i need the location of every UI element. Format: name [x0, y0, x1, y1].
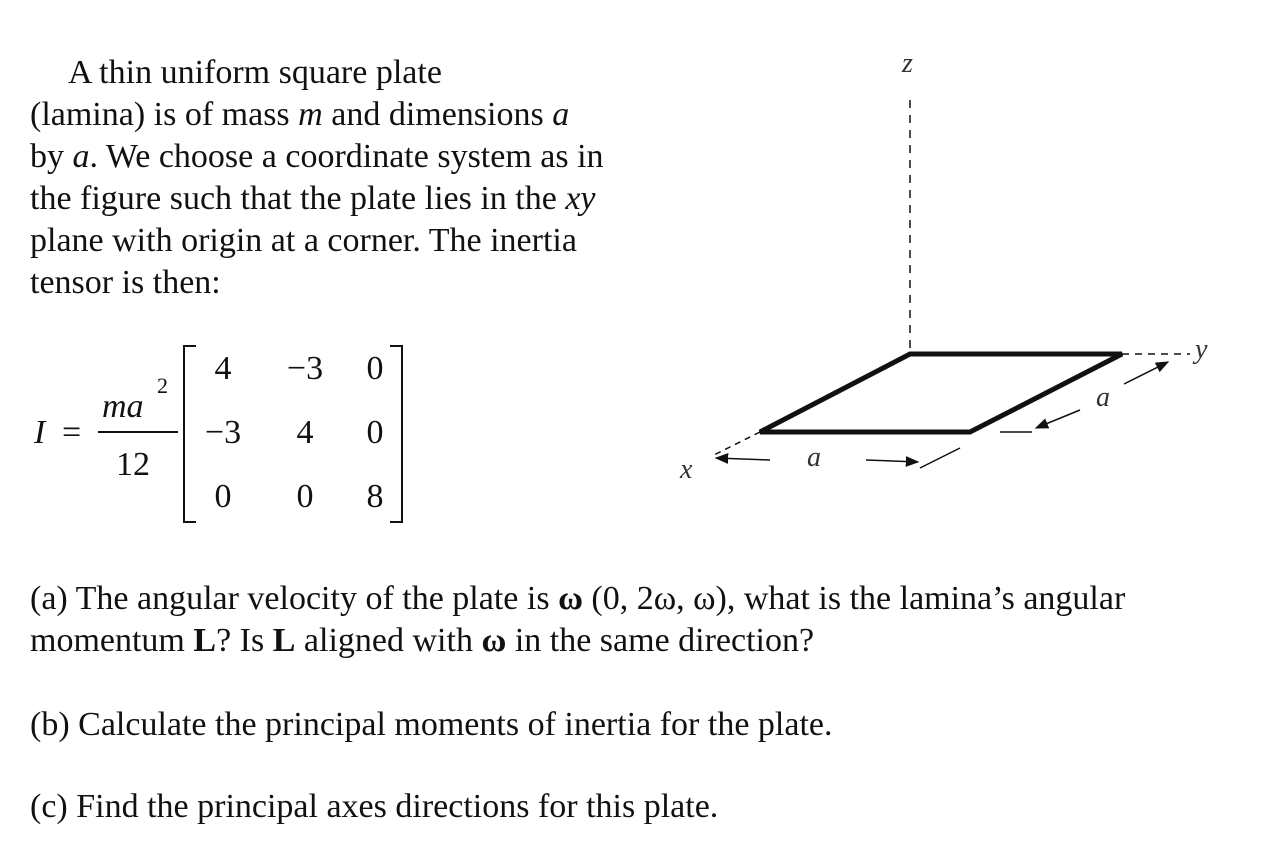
omega-vector: ω [481, 622, 507, 659]
omega-vector: ω [558, 580, 583, 617]
question-a-line-2 [30, 620, 1250, 662]
x-axis-label: x [680, 454, 693, 485]
dimension-arrow-down [1036, 410, 1080, 428]
intro-line-6: tensor is then: [30, 264, 221, 301]
question-b: (b) Calculate the principal moments of inertia for the plate. [30, 706, 833, 743]
y-axis-label: y [1195, 334, 1208, 365]
matrix-cell-2-1: −3 [204, 414, 242, 451]
intro-text: the figure such that the plate lies in the [30, 180, 566, 217]
intro-line-5: plane with origin at a corner. The inertia [30, 222, 577, 259]
question-text: in the same direction? [506, 622, 815, 659]
z-axis-label: z [902, 48, 913, 79]
dimension-arrow-right [866, 460, 918, 462]
matrix-cell-2-2: 4 [296, 414, 314, 451]
dimension-symbol: a [552, 96, 570, 133]
mass-symbol: m [298, 96, 323, 133]
matrix-cell-3-1: 0 [214, 478, 232, 515]
matrix-cell-3-3: 8 [366, 478, 384, 515]
question-c: (c) Find the principal axes directions for this plate. [30, 788, 719, 825]
intro-line-1: A thin uniform square plate [68, 54, 442, 91]
angular-momentum-vector: L [272, 622, 296, 659]
plane-symbol: xy [565, 180, 596, 217]
matrix-cell-1-2: −3 [286, 350, 324, 387]
side-dimension-label: a [1096, 382, 1110, 413]
intro-text: . We choose a coordinate system as in [89, 138, 604, 175]
question-a [30, 578, 1250, 662]
question-a-line-1 [30, 578, 1250, 620]
intro-text: and dimensions [322, 96, 553, 133]
equals-sign: = [62, 414, 82, 451]
angular-momentum-vector: L [193, 622, 217, 659]
dimension-symbol: a [72, 138, 90, 175]
fraction-denominator: 12 [116, 446, 150, 483]
intro-text: by [30, 138, 73, 175]
x-axis [712, 432, 760, 456]
dimension-arrow-left [716, 458, 770, 460]
exponent: 2 [157, 373, 168, 398]
matrix-cell-3-2: 0 [296, 478, 314, 515]
bottom-dimension-label: a [807, 442, 821, 473]
matrix-cell-1-3: 0 [366, 350, 384, 387]
fraction-numerator: ma [102, 388, 144, 425]
question-text: momentum [30, 622, 194, 659]
matrix-cell-1-1: 4 [214, 350, 232, 387]
dimension-arrow-up [1124, 362, 1168, 384]
dimension-extension-line [920, 448, 960, 468]
question-text: (a) The angular velocity of the plate is [30, 580, 559, 617]
question-text: aligned with [295, 622, 482, 659]
inertia-symbol: I [34, 414, 46, 451]
square-plate [760, 354, 1122, 432]
intro-text: (lamina) is of mass [30, 96, 299, 133]
question-text: ? Is [216, 622, 273, 659]
matrix-cell-2-3: 0 [366, 414, 384, 451]
question-text: (0, 2ω, ω), what is the lamina’s angular [582, 580, 1126, 617]
